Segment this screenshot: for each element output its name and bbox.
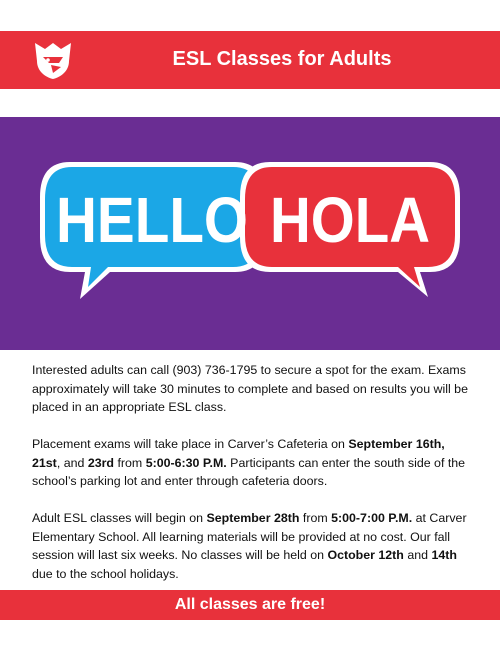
hello-hola-banner <box>0 117 500 350</box>
text-run: from <box>114 455 146 470</box>
bold-text-run: 5:00-7:00 P.M. <box>331 511 413 525</box>
hello-text: HELLO <box>56 184 248 256</box>
text-run: Placement exams will take place in Carver’s Cafeteria on <box>32 437 349 451</box>
footer-bar <box>0 590 500 620</box>
bold-text-run: September 28th <box>206 511 300 525</box>
text-run: from <box>299 511 332 525</box>
text-run: Adult ESL classes will begin on <box>32 511 207 525</box>
text-run: Participants can enter the south side of the school’s parking lot and enter through cafeteria doors. <box>32 455 466 488</box>
bold-text-run: September 16th, 21st <box>32 437 445 470</box>
text-run: and <box>403 548 432 562</box>
text-run: Interested adults can call (903) 736-1795 to secure a spot for the exam. Exams approximately will take 30 minutes to complete and based on results you will be placed in an appropriate ESL class. <box>32 363 468 414</box>
body-text <box>32 361 472 602</box>
paragraph-exam-info <box>32 361 472 417</box>
text-run: at Carver Elementary School. All learning materials will be provided at no cost. Our fall session will last six weeks. No classes will be held on <box>32 511 467 562</box>
bold-text-run: October 12th <box>327 548 404 562</box>
header-bar <box>0 31 500 89</box>
hola-text: HOLA <box>270 184 430 256</box>
page-title: ESL Classes for Adults <box>172 48 392 70</box>
bold-text-run: 23rd <box>87 455 115 470</box>
footer-text: All classes are free! <box>174 596 326 613</box>
text-run: , and <box>56 455 88 470</box>
paragraph-class-schedule <box>32 509 472 583</box>
bold-text-run: 5:00-6:30 P.M. <box>145 455 227 470</box>
bold-text-run: 14th <box>431 548 457 562</box>
text-run: due to the school holidays. <box>32 566 179 581</box>
paragraph-placement-exams <box>32 435 472 491</box>
